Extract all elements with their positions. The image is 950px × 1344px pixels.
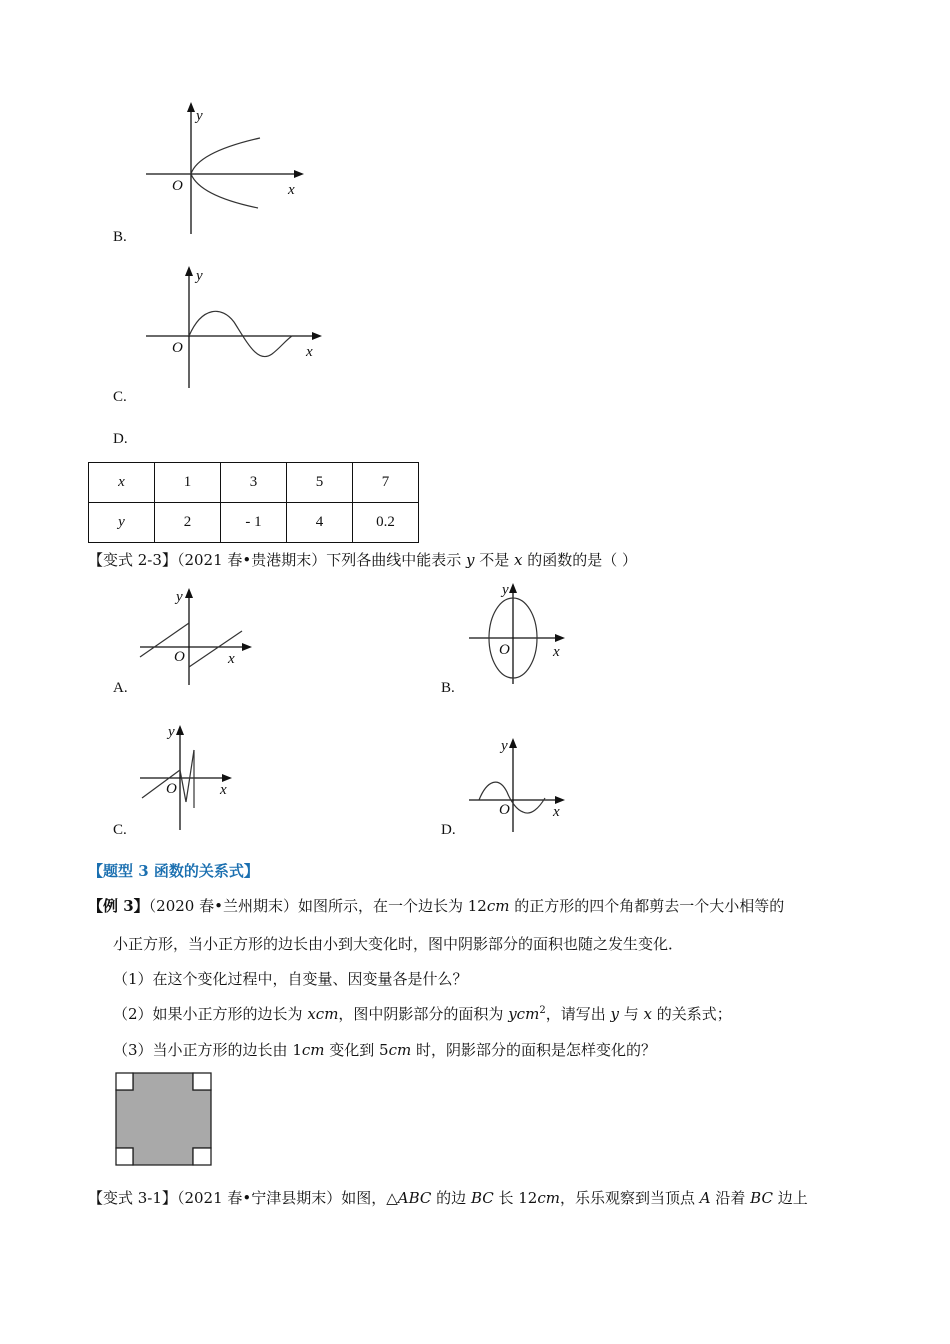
table-cell: 0.2 [353, 503, 419, 543]
graph-c-top [130, 262, 330, 392]
origin-label: O [166, 781, 177, 797]
table-cell: 1 [155, 463, 221, 503]
option-b-label: B. [113, 229, 127, 245]
graph-2-3-c [130, 722, 250, 834]
origin-label: O [174, 649, 185, 665]
table-row [89, 503, 419, 543]
variant-tag: 【变式 2-3】 [88, 551, 177, 569]
question-1: （1）在这个变化过程中，自变量、因变量各是什么？ [113, 970, 468, 988]
cut-square-figure [115, 1072, 213, 1166]
graph-2-3-d [465, 736, 575, 834]
table-cell: 7 [353, 463, 419, 503]
table-row [89, 463, 419, 503]
variant-tag: 【变式 3-1】 [88, 1189, 177, 1207]
axis-x-label: x [220, 782, 227, 798]
graph-b-top [130, 100, 310, 240]
origin-label: O [172, 340, 183, 356]
axis-x-label: x [288, 182, 295, 198]
origin-label: O [172, 178, 183, 194]
option-d-label: D. [441, 822, 456, 838]
variant-source: （2021 春•贵港期末） [176, 551, 327, 569]
question-2: （2）如果小正方形的边长为 xcm，图中阴影部分的面积为 ycm$^2$，请写出 y 与 x 的关系式； [113, 1005, 732, 1023]
axis-x-label: x [306, 344, 313, 360]
axis-x-label: x [553, 804, 560, 820]
axis-y-label: y [176, 589, 183, 605]
xy-table [88, 462, 419, 543]
table-cell: y [89, 503, 155, 543]
table-cell: 5 [287, 463, 353, 503]
option-c-label: C. [113, 389, 127, 405]
origin-label: O [499, 642, 510, 658]
table-cell: 2 [155, 503, 221, 543]
section-title: 【题型 3 函数的关系式】 [88, 862, 259, 880]
axis-y-label: y [196, 108, 203, 124]
question-3: （3）当小正方形的边长由 1cm 变化到 5cm 时，阴影部分的面积是怎样变化的？ [113, 1041, 656, 1059]
axis-y-label: y [502, 582, 509, 598]
option-a-label: A. [113, 680, 128, 696]
option-d-label: D. [113, 431, 128, 447]
example-3-line1: 【例 3】（2020 春•兰州期末）如图所示，在一个边长为 12cm 的正方形的四个角都剪去一个大小相等的 [88, 897, 785, 915]
origin-label: O [499, 802, 510, 818]
graph-2-3-b [465, 580, 575, 690]
table-cell: - 1 [221, 503, 287, 543]
table-cell: x [89, 463, 155, 503]
table-cell: 3 [221, 463, 287, 503]
option-c-label: C. [113, 822, 127, 838]
axis-x-label: x [553, 644, 560, 660]
variant-2-3-question: 【变式 2-3】（2021 春•贵港期末）下列各曲线中能表示 y 不是 x 的函数的是（ ） [88, 551, 638, 569]
axis-y-label: y [168, 724, 175, 740]
graph-2-3-a [130, 585, 260, 690]
axis-y-label: y [196, 268, 203, 284]
variant-3-1-question: 【变式 3-1】（2021 春•宁津县期末）如图，△ABC 的边 BC 长 12cm，乐乐观察到当顶点 A 沿着 BC 边上 [88, 1189, 808, 1207]
table-cell: 4 [287, 503, 353, 543]
axis-y-label: y [501, 738, 508, 754]
axis-x-label: x [228, 651, 235, 667]
example-3-line2: 小正方形，当小正方形的边长由小到大变化时，图中阴影部分的面积也随之发生变化． [113, 935, 684, 953]
option-b-label: B. [441, 680, 455, 696]
example-tag: 【例 3】 [88, 897, 149, 915]
